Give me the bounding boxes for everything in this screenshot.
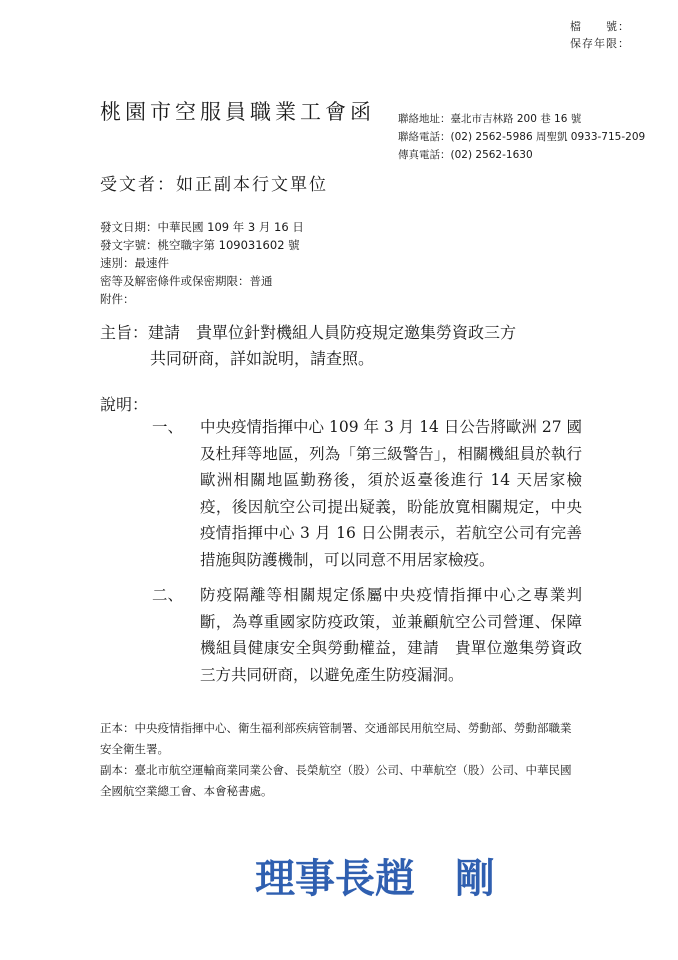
security-classification: 密等及解密條件或保密期限：普通 — [100, 274, 273, 288]
explanation-label: 說明： — [100, 395, 149, 414]
retention-period-label: 保存年限： — [570, 37, 630, 50]
contact-fax: 傳真電話：(02) 2562-1630 — [398, 149, 533, 161]
issue-date: 發文日期：中華民國 109 年 3 月 16 日 — [100, 220, 304, 234]
explanation-item — [152, 582, 582, 688]
primary-recipients: 正本：中央疫情指揮中心、衛生福利部疾病管制署、交通部民用航空局、勞動部、勞動部職業安全衛生署。 — [100, 721, 572, 756]
item-number: 一、 — [152, 418, 184, 436]
contact-phone: 聯絡電話：(02) 2562-5986 周聖凱 0933-715-209 — [398, 131, 646, 143]
chairman-signature-stamp — [255, 840, 585, 910]
attachment-line: 附件： — [100, 292, 135, 306]
contact-address: 聯絡地址：臺北市吉林路 200 巷 16 號 — [398, 113, 582, 125]
file-number-label: 檔 號： — [570, 20, 630, 33]
item-number: 二、 — [152, 586, 184, 604]
item-text: 防疫隔離等相關規定係屬中央疫情指揮中心之專業判斷，為尊重國家防疫政策，並兼顧航空公司營運、保障機組員健康安全與勞動權益，建請 貴單位邀集勞資政三方共同研商，以避免產生防疫漏洞。 — [200, 586, 582, 684]
explanation-item — [152, 414, 582, 573]
distribution-list — [100, 718, 580, 802]
document-number: 發文字號：桃空職字第 109031602 號 — [100, 238, 300, 252]
organization-title: 桃園市空服員職業工會函 — [100, 100, 375, 124]
archive-info — [570, 18, 630, 52]
recipient-line: 受文者：如正副本行文單位 — [100, 175, 328, 195]
subject-line-1: 主旨：建請 貴單位針對機組人員防疫規定邀集勞資政三方 — [100, 323, 517, 342]
urgency-level: 速別：最速件 — [100, 256, 169, 270]
signature-stamp-graphic — [255, 840, 585, 910]
copy-recipients: 副本：臺北市航空運輸商業同業公會、長榮航空（股）公司、中華航空（股）公司、中華民國全國航空業總工會、本會秘書處。 — [100, 763, 572, 798]
subject-line-2: 共同研商，詳如說明，請查照。 — [150, 349, 375, 368]
contact-block — [398, 110, 645, 164]
subject-block — [100, 320, 570, 372]
signature-text: 理事長趙 剛 — [255, 855, 495, 902]
item-text: 中央疫情指揮中心 109 年 3 月 14 日公告將歐洲 27 國及杜拜等地區，列為「第三級警告」，相關機組員於執行歐洲相關地區勤務後，須於返臺後進行 14 天居家檢疫，後因航空公司提出疑義，盼能放寬相關規定，中央疫情指揮中心 3 月 16 日公開表示，若航空公司有完善措施與防護機制，可以同意不用居家檢疫。 — [200, 418, 582, 569]
document-meta — [100, 218, 304, 308]
